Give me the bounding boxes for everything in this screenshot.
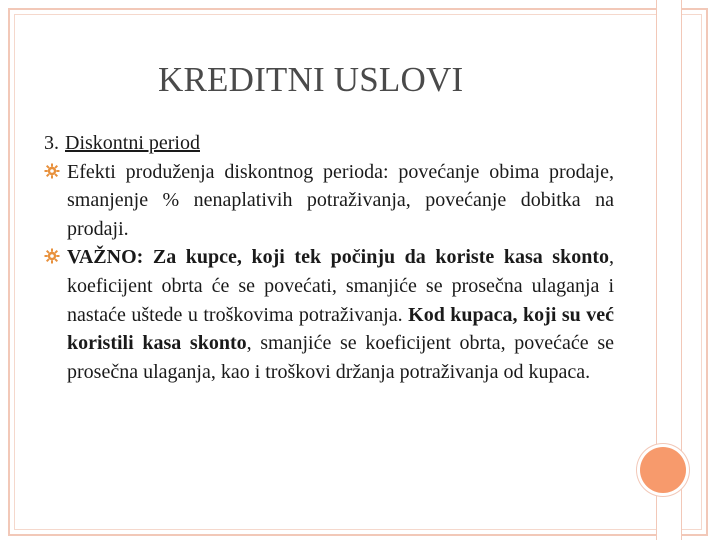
sun-gear-icon <box>44 163 60 179</box>
section-heading-text: Diskontni period <box>65 132 200 154</box>
slide-content <box>44 129 614 386</box>
section-number: 3. <box>44 132 59 154</box>
decorative-circle <box>640 447 686 493</box>
section-heading <box>44 129 614 158</box>
list-item <box>44 158 614 244</box>
list-item <box>44 243 614 386</box>
sun-gear-icon <box>44 248 60 264</box>
bullet-bold-text: VAŽNO: Za kupce, koji tek počinju da koriste kasa skonto <box>67 246 609 269</box>
bullet-list <box>44 158 614 387</box>
bullet-text: , koeficijent obrta će se povećati, smanjiće se prosečna ulaganja i nastaće uštede u troškovima potraživanja. <box>67 246 614 326</box>
bullet-bold-text: Kod kupaca, koji su već koristili kasa skonto <box>67 303 614 355</box>
bullet-text: Efekti produženja diskontnog perioda: povećanje obima prodaje, smanjenje % nenaplativih potraživanja, povećanje dobitka na prodaji. <box>67 160 614 240</box>
slide-title: KREDITNI USLOVI <box>158 60 464 99</box>
bullet-text: , smanjiće se koeficijent obrta, povećaće se prosečna ulaganja, kao i troškovi držanja potraživanja od kupaca. <box>67 332 615 383</box>
